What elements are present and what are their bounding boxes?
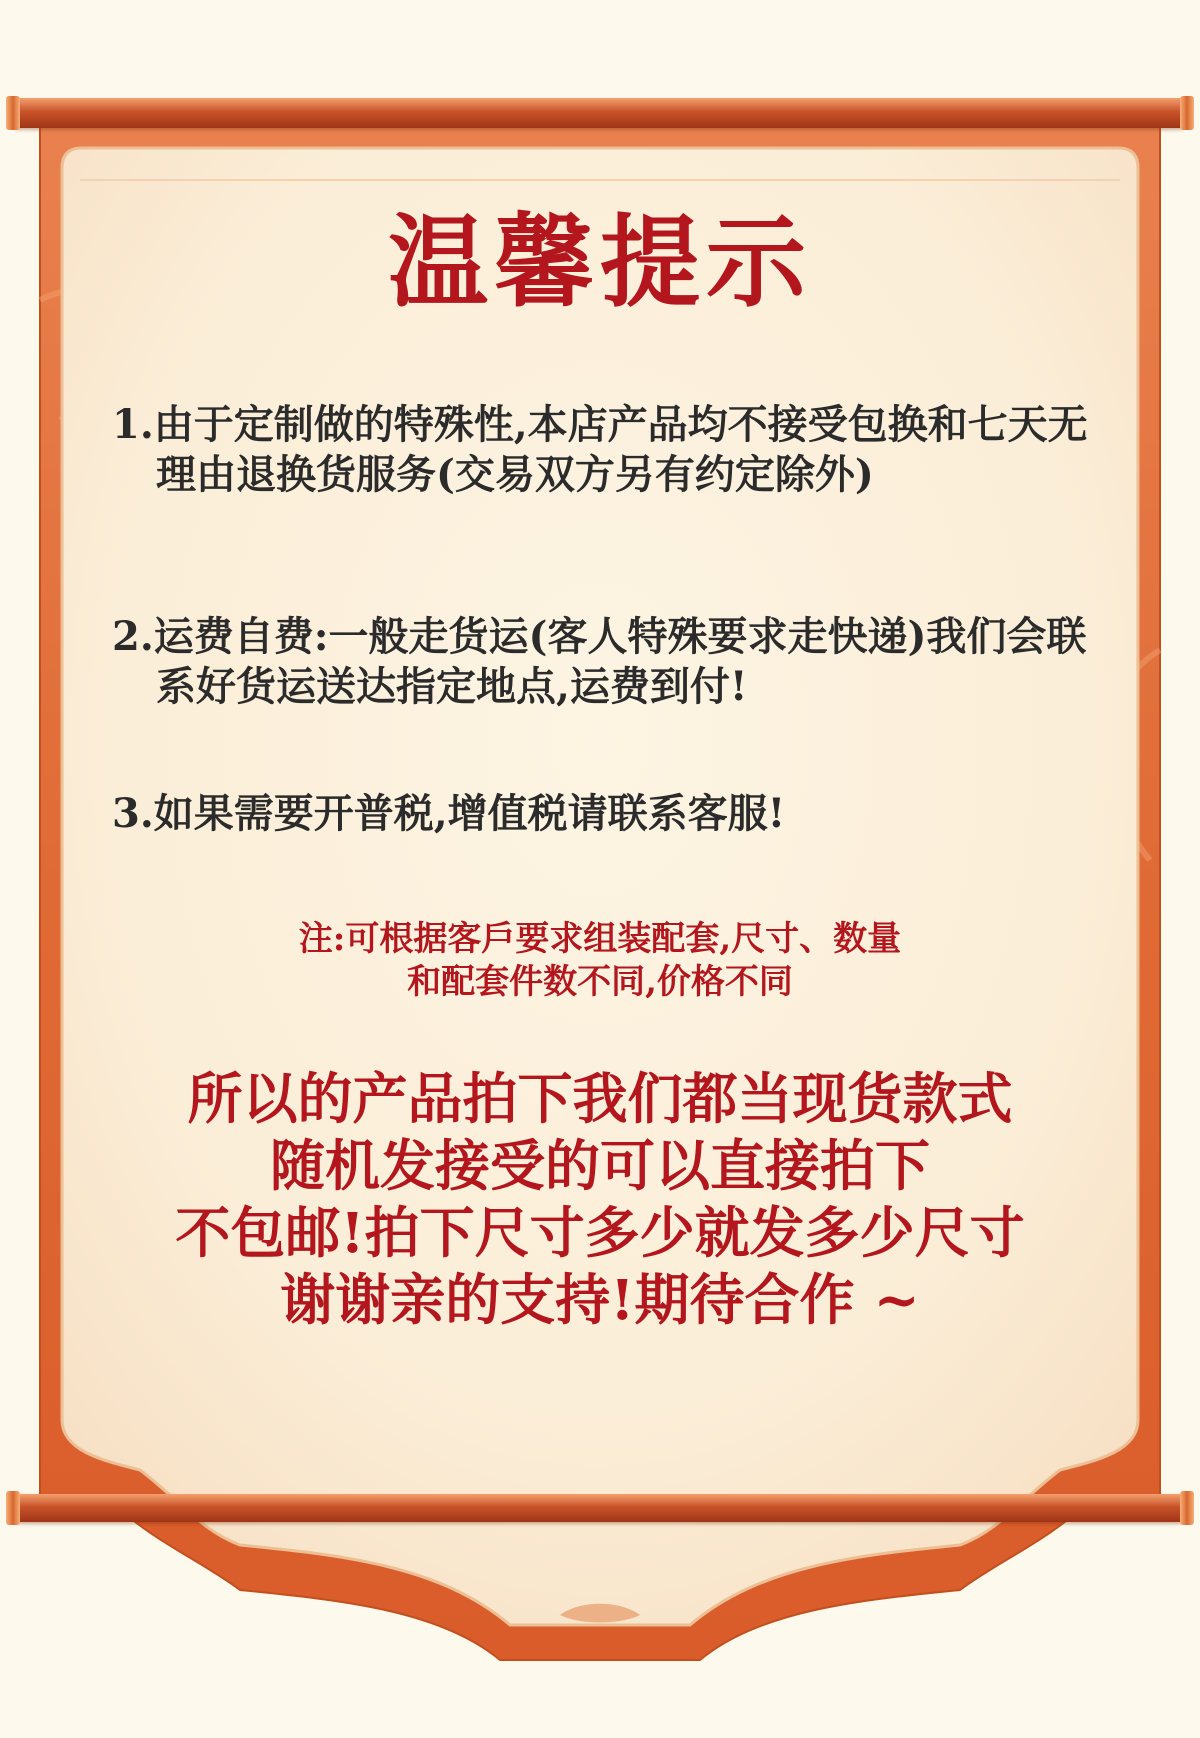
note-line: 注:可根据客戶要求组装配套,尺寸、数量 [298,919,902,959]
closing-line: 所以的产品拍下我们都当现货款式 [187,1066,1013,1131]
closing-message [0,1065,1200,1333]
page-title: 温馨提示 [388,203,812,321]
notice-item-3: 3.如果需要开普税,增值税请联系客服! [112,790,786,837]
closing-line: 随机发接受的可以直接拍下 [269,1133,930,1198]
note-line: 和配套件数不同,价格不同 [407,962,793,1002]
closing-line: 谢谢亲的支持!期待合作 ~ [280,1267,920,1332]
notice-item-2: 2.运费自费:一般走货运(客人特殊要求走快递)我们会联系好货运送达指定地点,运费到付! [112,613,1087,710]
notice-item-1: 1.由于定制做的特殊性,本店产品均不接受包换和七天无理由退换货服务(交易双方另有约定除外) [112,401,1088,498]
custom-order-note [0,918,1200,1004]
closing-line: 不包邮!拍下尺寸多少就发多少尺寸 [175,1200,1025,1265]
